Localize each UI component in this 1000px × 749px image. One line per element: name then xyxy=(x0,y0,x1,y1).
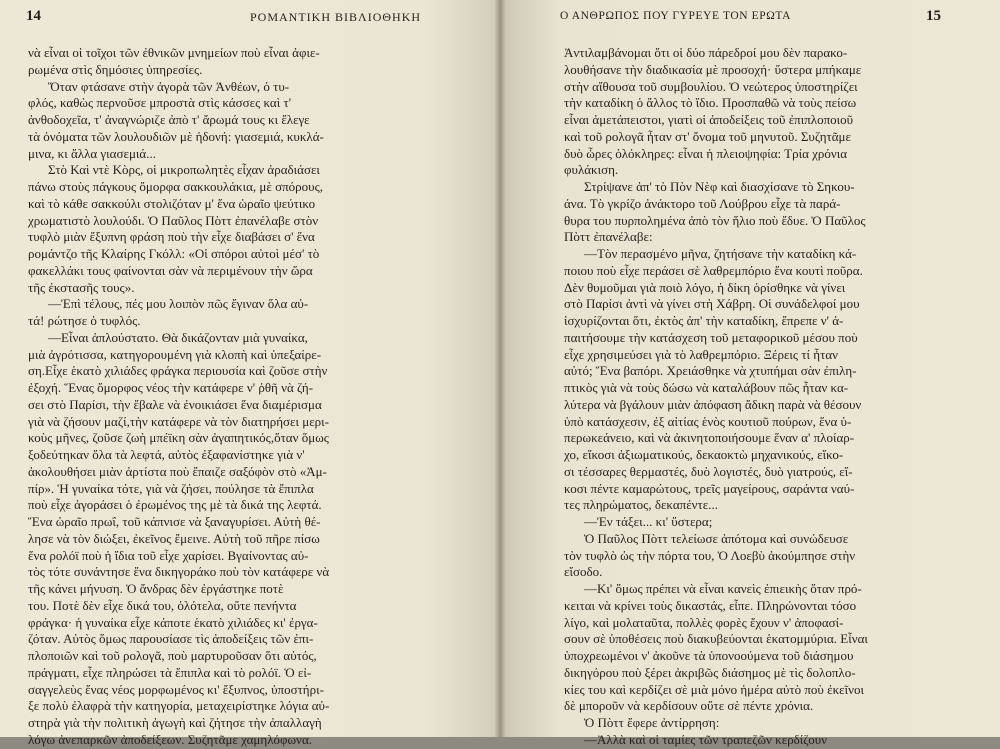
text-line: λόγω ἀνεπαρκῶν ἀποδείξεων. Συζητᾶμε χαμηλόφωνα. xyxy=(28,731,313,747)
text-line: δὲ μποροῦν νὰ κερδίσουν οὔτε σὲ πέντε χρόνια. xyxy=(564,698,814,714)
text-line: πτικὸς γιὰ νὰ τοὺς δώσω νὰ καταλάβουν πῶς ἦταν κα- xyxy=(564,380,849,395)
text-line: δικηγόρου ποὺ ξέρει ἀκριβῶς διάσημος μὲ τὶς δολοπλο- xyxy=(564,664,856,680)
right-running-header: Ο ΑΝΘΡΩΠΟΣ ΠΟΥ ΓΥΡΕΥΕ ΤΟΝ ΕΡΩΤΑ xyxy=(560,10,792,22)
text-line: σουν σὲ ὑποθέσεις ποὺ διακυβεύονται ἑκατομμύρια. Εἶναι xyxy=(564,631,868,647)
text-line: θυρα του πυρπολημένα ἀπὸ τὸν ἥλιο ποὺ ἔδυε. Ὁ Παῦλος xyxy=(564,212,866,228)
text-line: ξε πολὺ ἐλαφρὰ τὴν κατηγορία, μεταχειρίστηκε λόγια αὐ- xyxy=(28,698,330,714)
right-page-number: 15 xyxy=(926,8,941,24)
text-line: χρωματιστὸ λουλούδι. Ὁ Παῦλος Πὸττ ἐπανέλαβε στὸν xyxy=(28,212,319,228)
text-line: κίες του καὶ κερδίζει σὲ μιὰ μόνο ἡμέρα αὐτὸ ποὺ ἐκεῖνοι xyxy=(564,681,864,697)
text-line: πράγματι, εἶχε πληρώσει τὰ ἔπιπλα καὶ τὸ ρολόϊ. Ὁ εἰ- xyxy=(28,664,312,680)
text-line: σει στὸ Παρίσι, τὴν ἔβαλε νὰ ἐνοικιάσει ἕνα διαμέρισμα xyxy=(28,396,322,412)
text-line: μιὰ ἀγρότισσα, κατηγορουμένη γιὰ κλοπὴ καὶ ὑπεξαίρε- xyxy=(28,346,322,362)
right-page xyxy=(500,0,1000,747)
text-line: φράγκα· ἡ γυναίκα εἶχε κάποτε ἑκατὸ χιλιάδες κι' ἐργα- xyxy=(28,614,318,630)
text-line: τες πληρώματος, δεκαπέντε... xyxy=(564,497,718,513)
text-line: εἶναι ἀμετάπειστοι, γιατὶ οἱ ἀποδείξεις τοῦ ἐπιπλοποιοῦ xyxy=(564,112,854,127)
text-line: φλός, καθὼς περνοῦσε μπροστὰ στὶς κάσσες καὶ τ' xyxy=(28,95,292,111)
text-line: φακελλάκι τους φαίνονται σὰν νὰ περιμένουν τὴν ὥρα xyxy=(28,262,313,278)
text-line: Ὁ Πὸττ ἔφερε ἀντίρρηση: xyxy=(584,715,720,730)
book-gutter xyxy=(494,0,506,737)
text-line: τὴν καταδίκη ὁ ἄλλος τὸ ἴδιο. Προσπαθῶ νὰ τοὺς πείσω xyxy=(564,95,857,111)
text-line: άνα. Τὸ γκρίζο ἀνάκτορο τοῦ Λούβρου εἶχε τὰ παρά- xyxy=(564,195,841,211)
text-line: τῆς ἐκστασῆς τους». xyxy=(28,279,135,295)
text-line: μινα, κι ἄλλα γιασεμιά... xyxy=(28,145,156,161)
text-line: χο, εἴκοσι ἀξιωματικούς, δεκαοκτὼ μηχανικούς, εἴκο- xyxy=(564,447,844,462)
text-line: —Ἐπὶ τέλους, πές μου λοιπὸν πῶς ἔγιναν ὅλα αὐ- xyxy=(48,296,309,312)
text-line: τά! ρώτησε ὁ τυφλός. xyxy=(28,313,141,328)
text-line: ὑποχρεωμένοι ν' ἀκοῦνε τὰ ὑπονοούμενα τοῦ διάσημου xyxy=(564,648,854,663)
text-line: Ὁ Παῦλος Πὸττ τελείωσε ἀπότομα καὶ συνώδευσε xyxy=(584,530,849,546)
text-line: λίγο, καὶ μολαταῦτα, πολλὲς φορὲς ἔχουν ν' ἀποφασί- xyxy=(564,614,844,630)
left-page-text xyxy=(28,45,476,749)
text-line: ρομάντζο τῆς Κλαίρης Γκόλλ: «Οἱ σπόροι αὐτοὶ μέσ' τὸ xyxy=(28,246,320,261)
text-line: εἴσοδο. xyxy=(564,564,603,580)
text-line: Στρίψανε ἀπ' τὸ Πὸν Νὲφ καὶ διασχίσανε τὸ Σηκου- xyxy=(584,179,855,194)
text-line: Στὸ Καὶ ντὲ Κὸρς, οἱ μικροπωλητὲς εἶχαν ἀραδιάσει xyxy=(48,162,320,178)
text-line: φυλάκιση. xyxy=(564,162,619,178)
text-line: κοὺς μῆνες, ζοῦσε ζωὴ μπέϊκη σὰν ἀγαπητικός,ὅταν ὅμως xyxy=(28,430,329,446)
left-running-header: ΡΟΜΑΝΤΙΚΗ ΒΙΒΛΙΟΘΗΚΗ xyxy=(250,10,422,24)
text-line: καὶ τὸ κάθε σακκούλι στολιζόταν μ' ἕνα ὡραῖο ψεύτικο xyxy=(28,195,316,211)
text-line: τῆς κάνει μήνυση. Ὁ ἄνδρας δὲν ἐργάστηκε ποτὲ xyxy=(28,581,284,596)
text-line: τὸς τότε συνάντησε ἕνα δικηγοράκο ποὺ τὸν κατάφερε νὰ xyxy=(28,564,330,580)
text-line: κειται νὰ κρίνει τοὺς δικαστάς, εἶπε. Πληρώνονται τόσο xyxy=(564,597,857,613)
text-line: ἰσχυρίζονται ὅτι, ἐκτὸς ἀπ' τὴν καταδίκη, ἔπρεπε ν' ἀ- xyxy=(564,313,844,328)
text-line: πλοποιῶν καὶ τοῦ ρολογᾶ, ποὺ μαρτυροῦσαν ὅτι αὐτός, xyxy=(28,648,317,663)
text-line: σαγγελεὺς ἕνας νέος μορφωμένος κι' ἔξυπνος, ὑποστήρι- xyxy=(28,681,324,697)
left-page xyxy=(0,0,500,747)
text-line: Πὸττ ἐπανέλαβε: xyxy=(564,229,653,245)
text-line: νὰ εἶναι οἱ τοῖχοι τῶν ἐθνικῶν μνημείων ποὺ εἶναι ἀφιε- xyxy=(28,45,320,60)
text-line: σι τέσσαρες θερμαστές, δυὸ λογιστές, δυὸ γιατρούς, εἴ- xyxy=(564,463,853,479)
text-line: λύτερα νὰ βγάλουν μιὰν ἀπόφαση ἄδικη παρὰ νὰ θέσουν xyxy=(564,396,862,412)
text-line: του. Ποτὲ δὲν εἶχε δικά του, ὁλότελα, οὔτε πενήντα xyxy=(28,597,297,613)
text-line: λουθήσανε τὴν διαδικασία μὲ προσοχή· ὕστερα μπήκαμε xyxy=(564,61,862,77)
text-line: ποὺ εἶχε ἀγοράσει ὁ ἐρωμένος της μὲ τὰ δικά της λεφτά. xyxy=(28,497,322,513)
text-line: ζόταν. Αὐτὸς ὅμως παρουσίασε τὶς ἀποδείξεις τῶν ἐπι- xyxy=(28,631,314,647)
text-line: τὸν τυφλὸ ὡς τὴν πόρτα του, Ὁ Λοεβὺ ἀκούμπησε στὴν xyxy=(564,547,856,563)
text-line: καὶ τοῦ ρολογᾶ ἦταν στ' ὄνομα τοῦ μηνυτοῦ. Συζητᾶμε xyxy=(564,128,851,144)
text-line: αὐτό; Ἕνα βαπόρι. Χρειάσθηκε νὰ χτυπήμαι σὰν ἐπιλη- xyxy=(564,363,857,379)
text-line: ἀνθοδοχεῖα, τ' ἀναγνώριζε ἀπὸ τ' ἄρωμά τους κι ἔλεγε xyxy=(28,112,310,127)
text-line: τὰ ὀνόματα τῶν λουλουδιῶν μὲ ἡδονή: γιασεμιά, κυκλά- xyxy=(28,128,324,144)
text-line: τυφλὸ μιὰν ἔξυπνη φράση ποὺ τὴν εἶχε διαβάσει σ' ἕνα xyxy=(28,229,315,245)
text-line: στὸ Παρίσι ἀντὶ νὰ γίνει στὴ Χάβρη. Οἱ συνάδελφοί μου xyxy=(564,296,860,312)
text-line: ση.Εἶχε ἑκατὸ χιλιάδες φράγκα περιουσία καὶ ζοῦσε στὴν xyxy=(28,363,328,379)
text-line: γιὰ νὰ ζήσουν μαζί,τὴν κατάφερε νὰ τὸν διατηρήσει μερι- xyxy=(28,413,329,429)
text-line: ἕνα ρολόϊ ποὺ ἡ ἴδια τοῦ εἶχε χαρίσει. Βγαίνοντας αὐ- xyxy=(28,547,309,563)
text-line: ποιου ποὺ εἶχε περάσει σὲ λαθρεμπόριο ἕνα κουτὶ ποῦρα. xyxy=(564,262,863,278)
text-line: περωκεάνειο, καὶ νὰ ἀκινητοποιήσουμε ἕναν α' πλοίαρ- xyxy=(564,430,855,446)
text-line: ξοδεύτηκαν ὅλα τὰ λεφτά, αὐτὸς ἐξαφανίστηκε γιὰ ν' xyxy=(28,447,305,462)
text-line: κοσι πέντε καμαρώτους, τρεῖς μαγείρους, σαράντα ναύ- xyxy=(564,480,855,496)
text-line: πίρ». Ἡ γυναίκα τότε, γιὰ νὰ ζήσει, πούλησε τὰ ἔπιπλα xyxy=(28,480,314,496)
text-line: Δὲν θυμοῦμαι γιὰ ποιὸ λόγο, ἡ δίκη ὁρίσθηκε νὰ γίνει xyxy=(564,279,846,295)
text-line: Ἀντιλαμβάνομαι ὅτι οἱ δύο πάρεδροί μου δὲν παρακο- xyxy=(564,45,848,60)
text-line: —Κι' ὅμως πρέπει νὰ εἶναι κανεὶς ἐπιεικὴς ὅταν πρό- xyxy=(584,581,862,596)
right-page-text xyxy=(564,45,962,749)
text-line: Ἕνα ὡραῖο πρωΐ, τοῦ κάπνισε νὰ ξαναγυρίσει. Αὐτὴ θέ- xyxy=(28,514,321,529)
text-line: λησε νὰ τὸν διώξει, ἐκεῖνος ἔμεινε. Αὐτὴ τοῦ πῆρε πίσω xyxy=(28,530,320,546)
text-line: —Ἀλλὰ καὶ οἱ ταμίες τῶν τραπεζῶν κερδίζουν xyxy=(584,731,828,747)
text-line: στηρὰ γιὰ τὴν πολιτικὴ ἀγωγὴ καὶ ζήτησε τὴν ἀπαλλαγὴ xyxy=(28,715,322,730)
text-line: Ὅταν φτάσανε στὴν ἀγορὰ τῶν Ἀνθέων, ὁ τυ- xyxy=(48,78,290,94)
text-line: ἀκολουθήσει μιὰν ἀρτίστα ποὺ ἔπαιζε σαξόφὸν στὸ «Ἀμ- xyxy=(28,463,327,479)
text-line: —Ἐν τάξει... κι' ὕστερα; xyxy=(584,514,713,529)
text-line: δυὸ ὧρες ὁλόκληρες: εἶναι ἡ πλειοψηφία: Τρία χρόνια xyxy=(564,145,848,161)
text-line: ὑπὸ κατάσχεσιν, ἐξ αἰτίας ἑνὸς κουτιοῦ πούρων, ἕνα ὑ- xyxy=(564,413,852,429)
left-page-number: 14 xyxy=(26,8,41,24)
text-line: στὴν αἴθουσα τοῦ συμβουλίου. Ὁ νεώτερος ὑποστηρίζει xyxy=(564,78,858,94)
text-line: —Εἶναι ἁπλούστατο. Θὰ δικάζονταν μιὰ γυναίκα, xyxy=(48,329,308,345)
text-line: παιτήσουμε τὴν κατάσχεση τοῦ μεταφορικοῦ μέσου ποὺ xyxy=(564,329,858,345)
text-line: εἶχε χρησιμεύσει γιὰ τὸ λαθρεμπόριο. Ξέρεις τί ἦταν xyxy=(564,346,839,362)
text-line: ἐξοχή. Ἕνας ὄμορφος νέος τὴν κατάφερε ν' ῥθῆ νὰ ζή- xyxy=(28,380,314,395)
text-line: —Τὸν περασμένο μῆνα, ζητήσανε τὴν καταδίκη κά- xyxy=(584,246,857,261)
text-line: πάνω στοὺς πάγκους ὄμορφα σακκουλάκια, μὲ σπόρους, xyxy=(28,179,323,194)
text-line: ρωμένα στὶς δημόσιες ὑπηρεσίες. xyxy=(28,61,203,77)
